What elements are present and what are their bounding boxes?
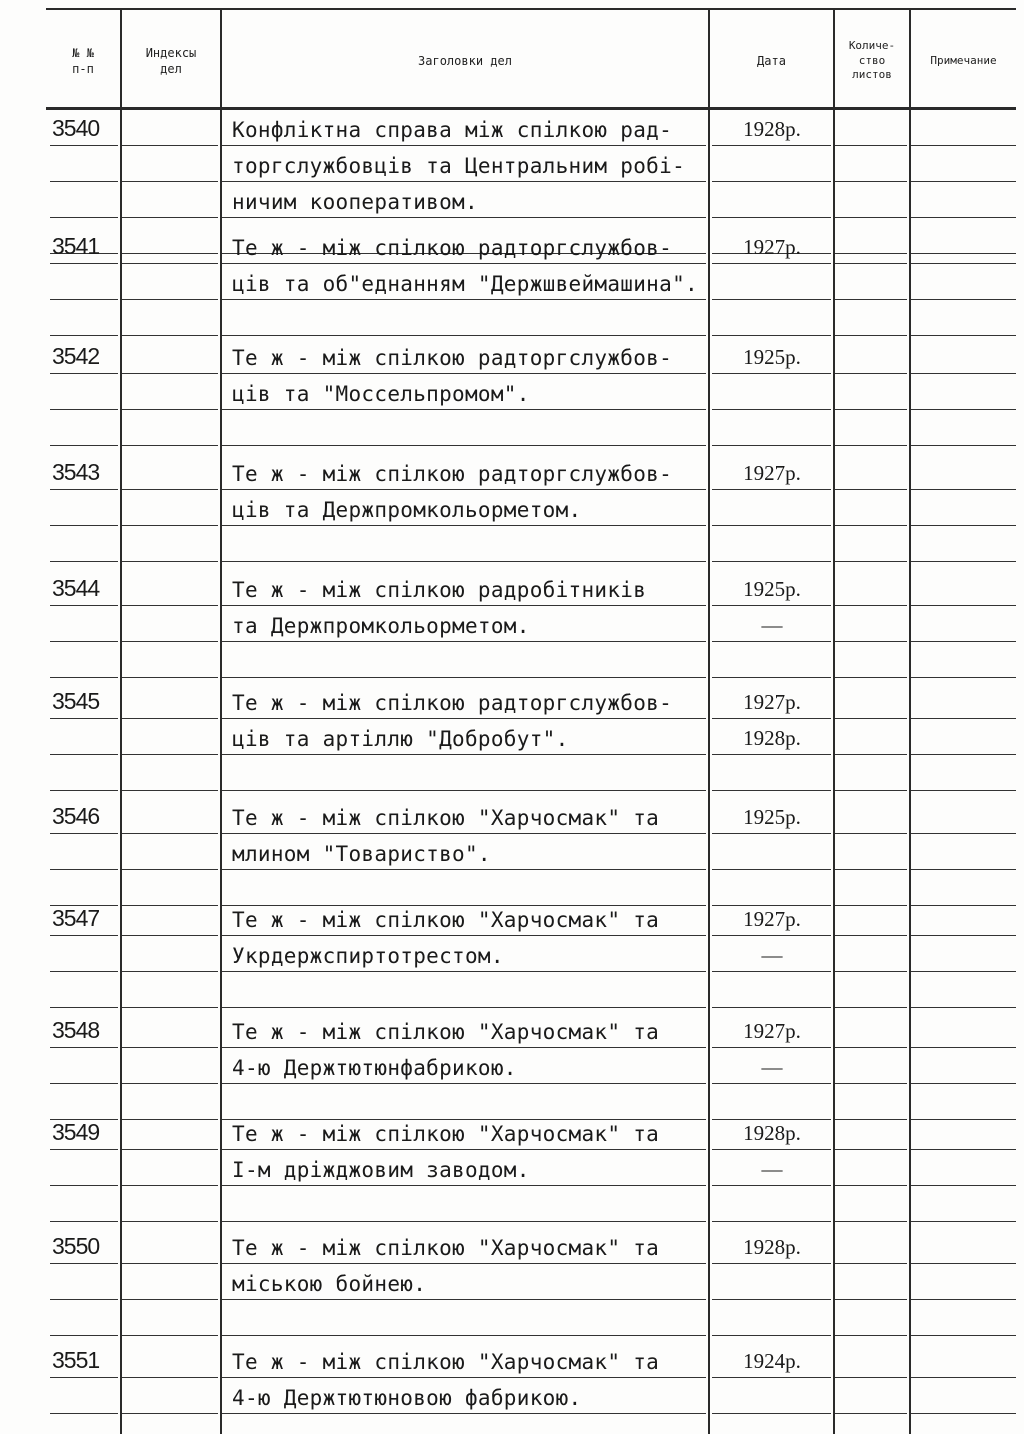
row-rule — [911, 1007, 1016, 1008]
row-rule — [222, 1007, 706, 1008]
row-rule — [50, 790, 118, 791]
table-row — [0, 182, 1024, 218]
record-number: 3545 — [52, 688, 100, 714]
record-title-line: та Держпромкольорметом. — [232, 614, 530, 638]
table-row — [0, 798, 1024, 834]
table-row — [0, 1300, 1024, 1336]
table-row — [0, 755, 1024, 791]
row-rule — [50, 1413, 118, 1414]
table-row — [0, 834, 1024, 870]
row-rule — [222, 1413, 706, 1414]
row-rule — [222, 1335, 706, 1336]
row-rule — [835, 1335, 907, 1336]
row-rule — [122, 1335, 218, 1336]
row-rule — [222, 335, 706, 336]
row-rule — [835, 1221, 907, 1222]
record-date: — — [761, 1157, 783, 1181]
record-number: 3546 — [52, 803, 100, 829]
row-rule — [835, 335, 907, 336]
record-title-line: Те ж - мiж спiлкою радторгслужбов- — [232, 691, 673, 715]
record-number: 3544 — [52, 575, 100, 601]
table-row — [0, 1150, 1024, 1186]
record-title-line: Те ж - мiж спiлкою "Харчосмак" та — [232, 1122, 660, 1146]
record-date: 1928р. — [743, 1121, 801, 1145]
table-row — [0, 1012, 1024, 1048]
row-rule — [835, 561, 907, 562]
row-rule — [911, 677, 1016, 678]
header-date: Дата — [757, 53, 786, 68]
row-rule — [911, 561, 1016, 562]
table-row — [0, 683, 1024, 719]
header-note: Примечание — [930, 53, 997, 67]
header-sheets: Количе- ство листов — [848, 38, 896, 82]
table-row — [0, 300, 1024, 336]
record-title-line: торгслужбовцiв та Центральним робi- — [232, 154, 686, 178]
record-number: 3543 — [52, 459, 100, 485]
table-row — [0, 454, 1024, 490]
record-title-line: цiв та Держпромкольорметом. — [232, 498, 582, 522]
record-title-line: Те ж - мiж спiлкою "Харчосмак" та — [232, 1350, 660, 1374]
row-rule — [712, 561, 831, 562]
row-rule — [911, 1335, 1016, 1336]
table-row — [0, 900, 1024, 936]
record-number: 3542 — [52, 343, 100, 369]
table-row — [0, 1114, 1024, 1150]
table-row — [0, 1342, 1024, 1378]
row-rule — [911, 445, 1016, 446]
header-num: № № п-п — [72, 45, 94, 76]
row-rule — [712, 445, 831, 446]
record-date: — — [761, 1055, 783, 1079]
record-title-line: Те ж - мiж спiлкою радробiтникiв — [232, 578, 647, 602]
record-title-line: Те ж - мiж спiлкою "Харчосмак" та — [232, 908, 660, 932]
row-rule — [712, 1221, 831, 1222]
record-date: 1927р. — [743, 461, 801, 485]
row-rule — [50, 677, 118, 678]
row-rule — [835, 790, 907, 791]
table-row — [0, 719, 1024, 755]
record-title-line: цiв та артiллю "Добробут". — [232, 727, 569, 751]
row-rule — [835, 1413, 907, 1414]
record-number: 3540 — [52, 115, 100, 141]
record-title-line: Те ж - мiж спiлкою радторгслужбов- — [232, 462, 673, 486]
row-rule — [712, 1335, 831, 1336]
row-rule — [122, 1413, 218, 1414]
record-number: 3541 — [52, 233, 100, 259]
record-title-line: Те ж - мiж спiлкою радторгслужбов- — [232, 236, 673, 260]
table-row — [0, 972, 1024, 1008]
row-rule — [122, 445, 218, 446]
record-title-line: Те ж - мiж спiлкою "Харчосмак" та — [232, 806, 660, 830]
row-rule — [712, 1413, 831, 1414]
row-rule — [122, 335, 218, 336]
table-row — [0, 338, 1024, 374]
table-row — [0, 1048, 1024, 1084]
table-row — [0, 936, 1024, 972]
record-date: 1927р. — [743, 235, 801, 259]
table-row — [0, 374, 1024, 410]
table-row — [0, 264, 1024, 300]
record-number: 3549 — [52, 1119, 100, 1145]
table-row — [0, 526, 1024, 562]
record-title-line: млином "Товариство". — [232, 842, 491, 866]
record-date: 1927р. — [743, 907, 801, 931]
row-rule — [122, 677, 218, 678]
record-number: 3547 — [52, 905, 100, 931]
record-title-line: цiв та "Моссельпромом". — [232, 382, 530, 406]
record-title-line: цiв та об"еднанням "Держшвеймашина". — [232, 272, 698, 296]
row-rule — [835, 445, 907, 446]
table-top-border — [46, 8, 1016, 10]
record-title-line: ничим кооперативом. — [232, 190, 478, 214]
table-row — [0, 146, 1024, 182]
record-date: 1927р. — [743, 1019, 801, 1043]
record-title-line: 4-ю Держтютюновою фабрикою. — [232, 1386, 582, 1410]
record-date: 1925р. — [743, 345, 801, 369]
row-rule — [911, 1413, 1016, 1414]
row-rule — [712, 677, 831, 678]
row-rule — [911, 790, 1016, 791]
row-rule — [712, 790, 831, 791]
row-rule — [122, 1221, 218, 1222]
row-rule — [222, 1221, 706, 1222]
record-title-line: Те ж - мiж спiлкою радторгслужбов- — [232, 346, 673, 370]
table-row — [0, 110, 1024, 146]
table-row — [0, 1378, 1024, 1414]
row-rule — [50, 445, 118, 446]
record-date: 1927р. — [743, 690, 801, 714]
table-row — [0, 570, 1024, 606]
record-title-line: I-м дрiжджовим заводом. — [232, 1158, 530, 1182]
row-rule — [50, 1007, 118, 1008]
table-row — [0, 228, 1024, 264]
header-index: Индексы дел — [145, 45, 197, 76]
row-rule — [222, 561, 706, 562]
record-date: 1928р. — [743, 726, 801, 750]
row-rule — [122, 561, 218, 562]
record-date: 1925р. — [743, 805, 801, 829]
record-title-line: Конфлiктна справа мiж спiлкою рад- — [232, 118, 673, 142]
row-rule — [222, 677, 706, 678]
record-date: — — [761, 613, 783, 637]
row-rule — [122, 1007, 218, 1008]
table-row — [0, 410, 1024, 446]
row-rule — [911, 1221, 1016, 1222]
record-number: 3548 — [52, 1017, 100, 1043]
table-row — [0, 1186, 1024, 1222]
row-rule — [50, 335, 118, 336]
row-rule — [712, 1007, 831, 1008]
record-title-line: Те ж - мiж спiлкою "Харчосмак" та — [232, 1236, 660, 1260]
header-title: Заголовки дел — [418, 53, 512, 68]
table-row — [0, 490, 1024, 526]
record-date: 1924р. — [743, 1349, 801, 1373]
record-date: 1928р. — [743, 117, 801, 141]
table-row — [0, 606, 1024, 642]
table-row — [0, 642, 1024, 678]
record-date: — — [761, 943, 783, 967]
row-rule — [222, 445, 706, 446]
row-rule — [712, 335, 831, 336]
record-date: 1928р. — [743, 1235, 801, 1259]
record-number: 3551 — [52, 1347, 100, 1373]
record-number: 3550 — [52, 1233, 100, 1259]
record-date: 1925р. — [743, 577, 801, 601]
table-row — [0, 1228, 1024, 1264]
row-rule — [122, 790, 218, 791]
row-rule — [835, 677, 907, 678]
row-rule — [50, 1221, 118, 1222]
record-title-line: 4-ю Держтютюнфабрикою. — [232, 1056, 517, 1080]
table-row — [0, 1264, 1024, 1300]
record-title-line: мiською бойнею. — [232, 1272, 427, 1296]
row-rule — [50, 1335, 118, 1336]
row-rule — [50, 561, 118, 562]
record-title-line: Укрдержспиртотрестом. — [232, 944, 504, 968]
record-title-line: Те ж - мiж спiлкою "Харчосмак" та — [232, 1020, 660, 1044]
row-rule — [911, 335, 1016, 336]
row-rule — [835, 1007, 907, 1008]
row-rule — [222, 790, 706, 791]
